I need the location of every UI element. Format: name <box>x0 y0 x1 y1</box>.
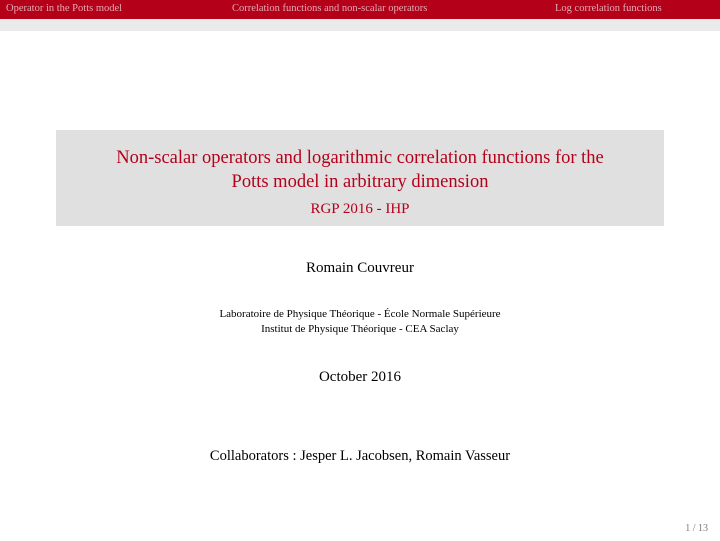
collaborators: Collaborators : Jesper L. Jacobsen, Romain Vasseur <box>209 448 511 464</box>
title-box <box>56 130 664 226</box>
slide-title-line-2: Potts model in arbitrary dimension <box>231 172 489 192</box>
event-subtitle: RGP 2016 - IHP <box>310 201 410 217</box>
navigation-bar <box>0 0 720 19</box>
page-number: 1 / 13 <box>685 523 708 534</box>
presentation-date: October 2016 <box>318 369 402 385</box>
nav-item-correlation-functions[interactable]: Correlation functions and non-scalar operators <box>232 3 428 14</box>
institution-1: Laboratoire de Physique Théorique - École Normale Supérieure <box>219 308 501 320</box>
nav-item-log-correlation-functions[interactable]: Log correlation functions <box>555 3 662 14</box>
nav-item-operator-potts-model[interactable]: Operator in the Potts model <box>6 3 123 14</box>
author-name: Romain Couvreur <box>306 260 414 276</box>
slide-title-line-1: Non-scalar operators and logarithmic correlation functions for the <box>116 148 604 168</box>
institution-2: Institut de Physique Théorique - CEA Saclay <box>261 323 459 335</box>
navigation-subbar <box>0 19 720 31</box>
slide-title <box>56 146 664 194</box>
